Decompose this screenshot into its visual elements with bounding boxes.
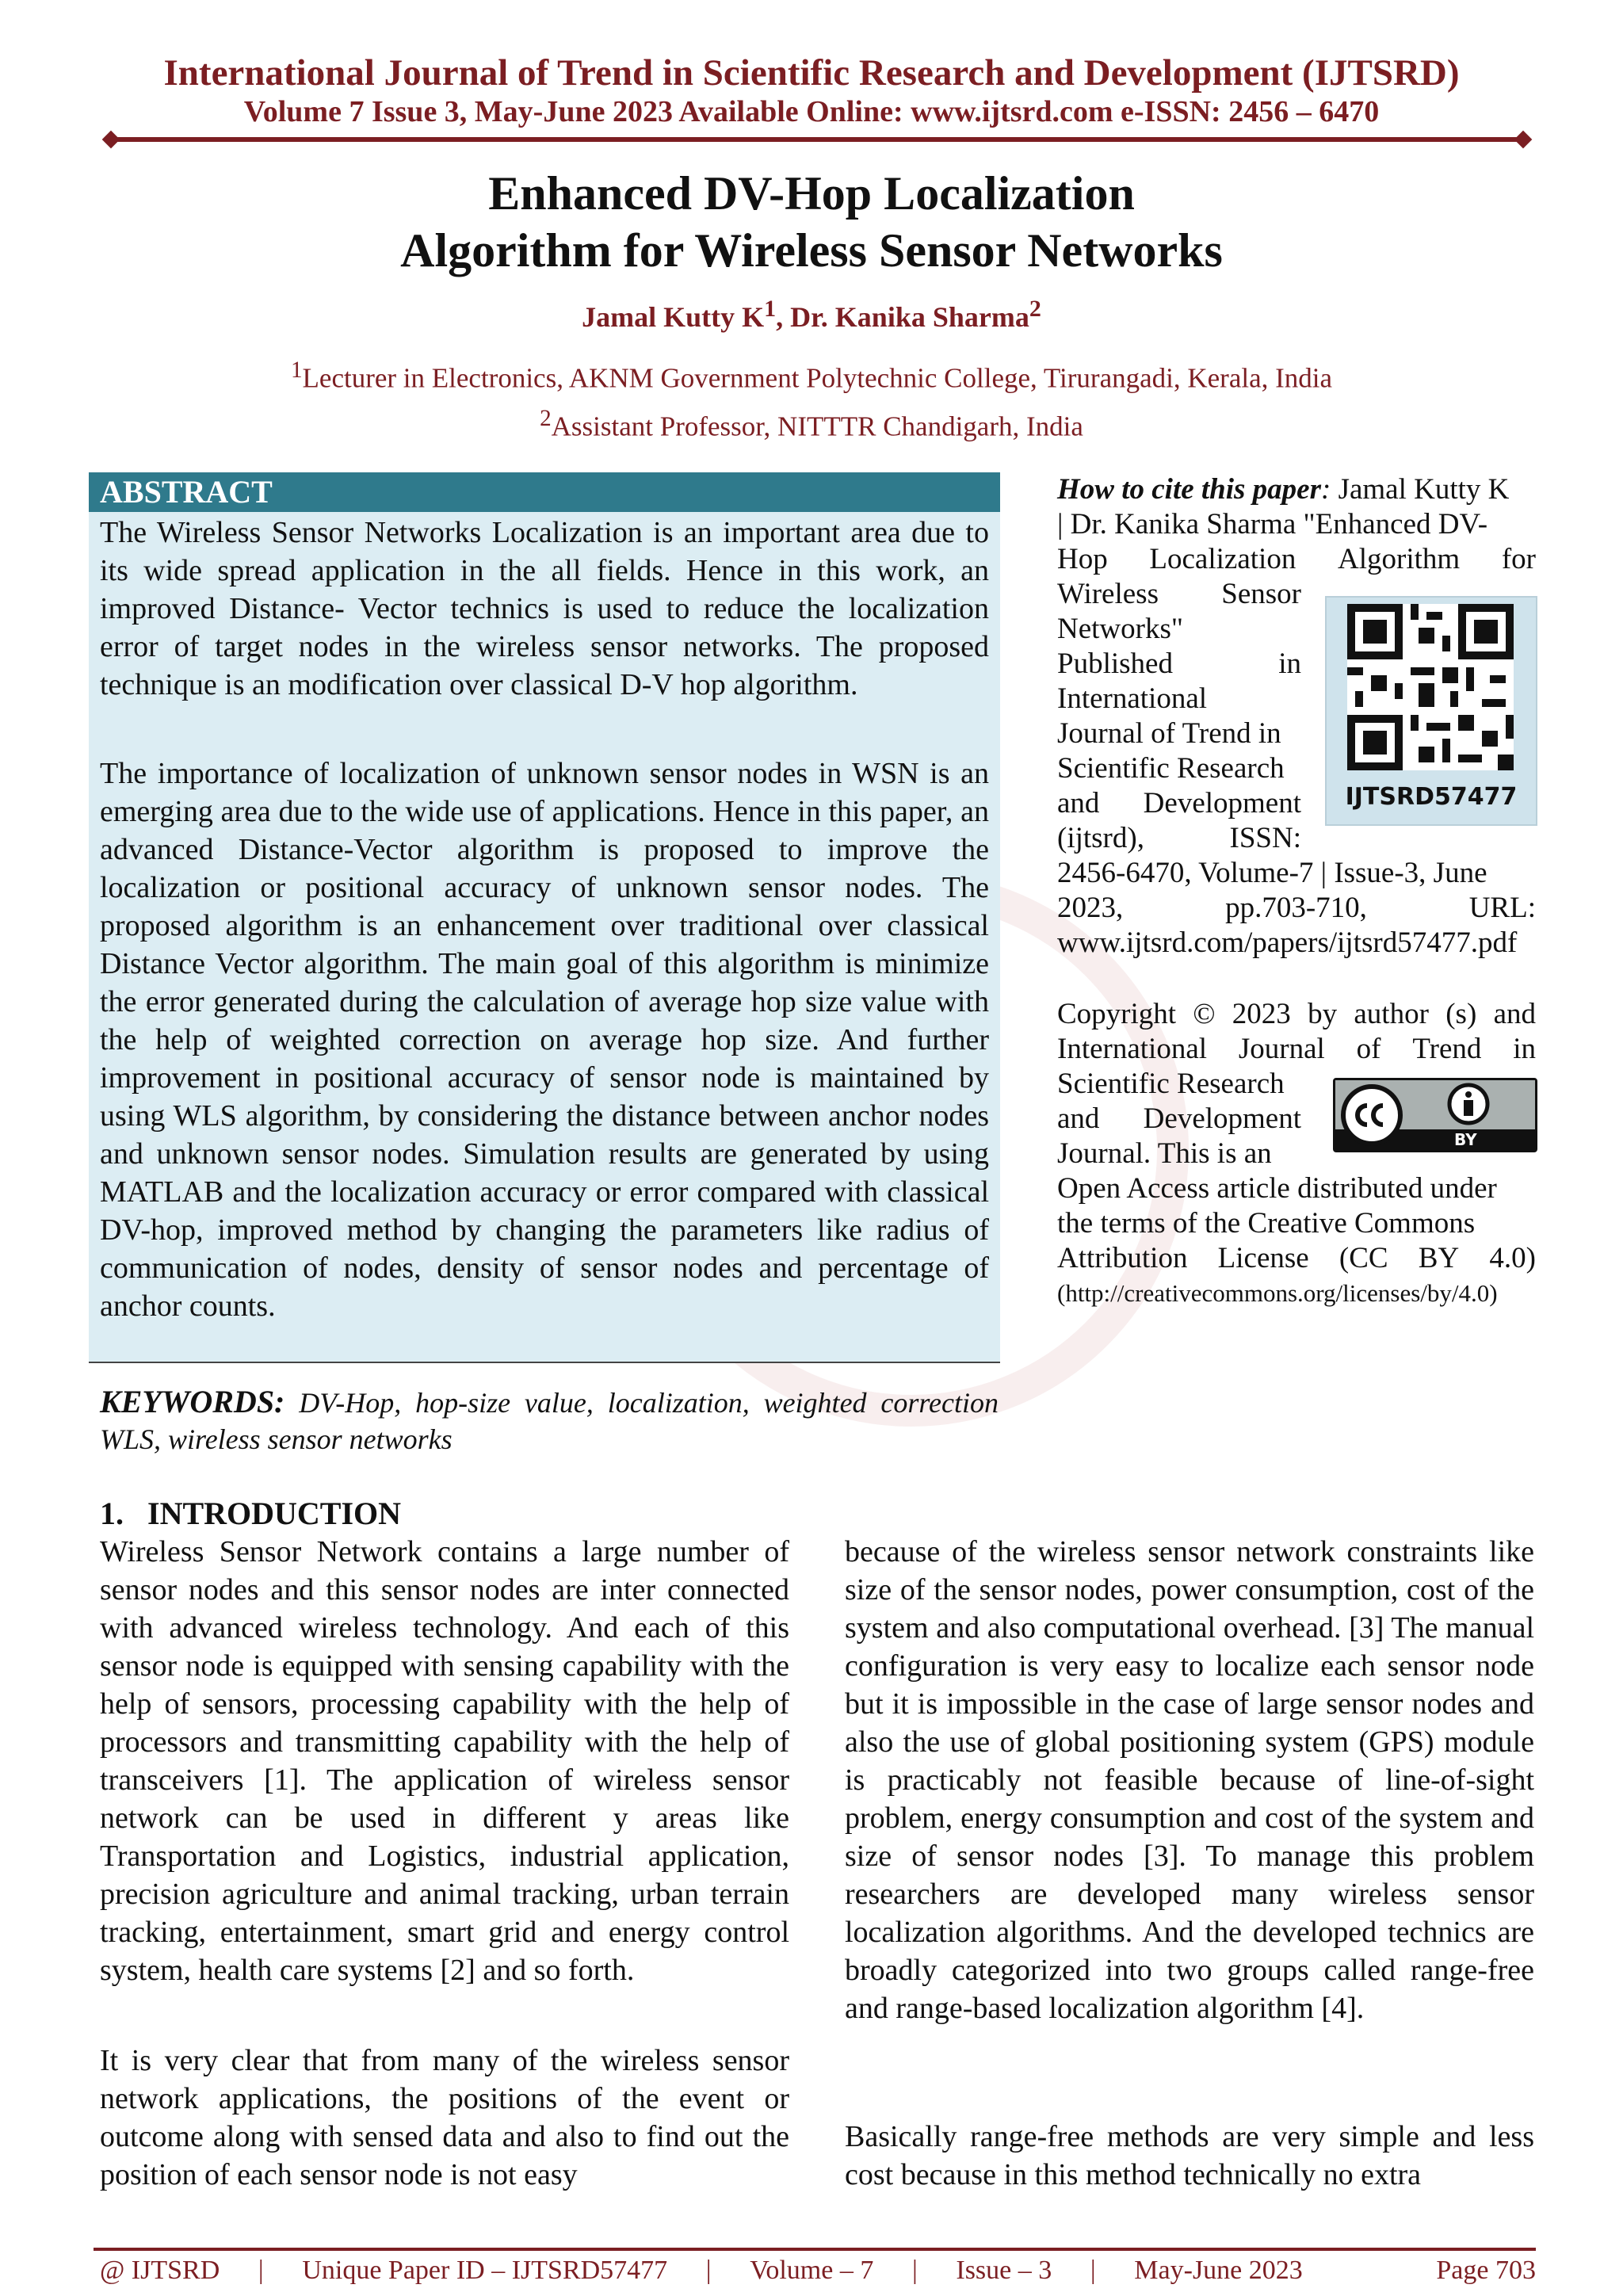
- affiliation-1-sup: 1: [290, 357, 303, 383]
- footer-separator: |: [705, 2256, 712, 2285]
- copyright-word: of: [1356, 1033, 1381, 1065]
- intro-paragraph-3: because of the wireless sensor network constraints like size of the sensor nodes, power consumption, cost of the system and also computational overhead. [3] The manual configuration is very easy to localize each sensor node but it is impossible in the case of large sensor nodes and also the use of global positioning system (GPS) module is practicably not feasible because of line-of-sight problem, energy consumption and cost of the system and size of sensor nodes [3]. To manage this problem researchers are developed many wireless sensor localization algorithms. And the developed technics are broadly categorized into two groups called range-free and range-based localization algorithm [4].: [845, 1535, 1534, 2025]
- rule-diamond-left: [102, 131, 120, 149]
- footer-page-number: Page 703: [1436, 2256, 1536, 2285]
- keywords-label: KEYWORDS:: [100, 1384, 285, 1419]
- copyright-block: [1057, 997, 1536, 1311]
- copyright-word: in: [1513, 1033, 1536, 1065]
- footer-separator: |: [258, 2256, 264, 2285]
- cite-word: URL:: [1468, 892, 1536, 924]
- affiliation-2-sup: 2: [540, 405, 552, 431]
- cite-line: Networks": [1057, 613, 1183, 645]
- author-list: [0, 290, 1623, 336]
- footer-volume: Volume – 7: [750, 2256, 874, 2285]
- intro-paragraph-2: It is very clear that from many of the wireless sensor network applications, the positions of the event or outcome along with sensed data and also to find out the position of each sensor node is not easy: [100, 2044, 789, 2191]
- author-separator: ,: [776, 301, 791, 333]
- abstract-paragraph-2: The importance of localization of unknown sensor nodes in WSN is an emerging area due to the wide use of applications. Hence in this paper, an advanced Distance-Vector algorithm is proposed to improve the localization or positional accuracy of unknown sensor nodes. The proposed algorithm is an enhancement over traditional over classical Distance Vector algorithm. The main goal of this algorithm is minimize the error generated during the calculation of average hop size value with the help of weighted correction on average hop size. And further improvement in positional accuracy of sensor node is maintained by using WLS algorithm, by considering the distance between anchor nodes and unknown sensor nodes. Simulation results are generated by using MATLAB and the localization accuracy or error compared with classical DV-hop, improved method by changing the parameters like radius of communication of nodes, density of sensor nodes and percentage of anchor counts.: [100, 757, 989, 1323]
- cc-by-label: BY: [1454, 1130, 1477, 1149]
- paper-title-line2: Algorithm for Wireless Sensor Networks: [400, 224, 1223, 277]
- cite-colon: :: [1321, 473, 1338, 506]
- affiliations: [0, 350, 1623, 446]
- creative-commons-icon: [1335, 1080, 1535, 1150]
- keywords: [100, 1384, 999, 1457]
- paper-title-line1: Enhanced DV-Hop Localization: [488, 167, 1135, 220]
- copyright-word: BY: [1418, 1242, 1460, 1274]
- copyright-word: (CC: [1338, 1242, 1388, 1274]
- affiliation-1-text: Lecturer in Electronics, AKNM Government Polytechnic College, Tirurangadi, Kerala, India: [302, 362, 1333, 394]
- rule-diamond-right: [1514, 131, 1533, 149]
- cite-word: Algorithm: [1338, 543, 1461, 575]
- footer-separator: |: [1090, 2256, 1096, 2285]
- section-heading-introduction: 1. INTRODUCTION: [100, 1496, 402, 1531]
- paper-title: [0, 165, 1623, 279]
- author-1-sup: 1: [764, 296, 777, 322]
- copyright-word: License: [1217, 1242, 1309, 1274]
- cite-word: ISSN:: [1229, 822, 1301, 854]
- copyright-word: 4.0): [1489, 1242, 1536, 1274]
- cite-word: pp.703-710,: [1225, 892, 1367, 924]
- footer-rule: [94, 2248, 1536, 2251]
- journal-title: International Journal of Trend in Scientific Research and Development (IJTSRD): [163, 52, 1460, 94]
- copyright-word: Journal: [1238, 1033, 1325, 1065]
- copyright-word: and: [1057, 1102, 1100, 1135]
- author-1: Jamal Kutty K: [582, 301, 765, 333]
- license-url[interactable]: (http://creativecommons.org/licenses/by/4.0): [1057, 1279, 1498, 1307]
- copyright-line: Copyright © 2023 by author (s) and: [1057, 998, 1536, 1030]
- cite-line: Scientific Research: [1057, 752, 1285, 785]
- cite-word: for: [1501, 543, 1536, 575]
- cite-word: Published: [1057, 648, 1173, 680]
- copyright-word: Development: [1143, 1102, 1301, 1135]
- cite-line: 2456-6470, Volume-7 | Issue-3, June: [1057, 857, 1487, 889]
- copyright-word: Attribution: [1057, 1242, 1188, 1274]
- affiliation-2: [0, 399, 1623, 447]
- affiliation-1: [0, 350, 1623, 399]
- cite-word: Localization: [1149, 543, 1296, 575]
- cite-word: and: [1057, 787, 1100, 819]
- cite-line: Journal of Trend in: [1057, 717, 1281, 750]
- cite-word: Sensor: [1221, 578, 1301, 610]
- qr-code-icon[interactable]: [1347, 604, 1514, 770]
- abstract-paragraph-1: The Wireless Sensor Networks Localization is an important area due to its wide spread application in the all fields. Hence in this work, an improved Distance- Vector technics is used to reduce the localization error of target nodes in the wireless sensor networks. The proposed technique is an modification over classical D-V hop algorithm.: [100, 516, 989, 701]
- footer-site: @ IJTSRD: [100, 2256, 220, 2285]
- journal-issue-line: Volume 7 Issue 3, May-June 2023 Available Online: www.ijtsrd.com e-ISSN: 2456 – 6470: [243, 95, 1380, 128]
- copyright-line: the terms of the Creative Commons: [1057, 1207, 1476, 1240]
- footer-issue: Issue – 3: [956, 2256, 1052, 2285]
- page-footer: [100, 2252, 1536, 2289]
- intro-paragraph-1: Wireless Sensor Network contains a large number of sensor nodes and this sensor nodes are inter connected with advanced wireless technology. And each of this sensor node is equipped with sensing capability with the help of sensors, processing capability with the help of processors and transmitting capability with the help of transceivers [1]. The application of wireless sensor network can be used in different y areas like Transportation and Logistics, industrial application, precision agriculture and animal tracking, urban terrain tracking, entertainment, smart grid and energy control system, health care systems [2] and so forth.: [100, 1535, 789, 1987]
- footer-separator: |: [911, 2256, 918, 2285]
- cite-line: Jamal Kutty K: [1338, 473, 1510, 506]
- footer-paper-id: Unique Paper ID – IJTSRD57477: [302, 2256, 668, 2285]
- cite-word: in: [1278, 648, 1301, 680]
- keywords-text: DV-Hop, hop-size value, localization, weighted correction WLS, wireless sensor networks: [100, 1387, 999, 1455]
- cite-word: Wireless: [1057, 578, 1159, 610]
- footer-date: May-June 2023: [1134, 2256, 1303, 2285]
- cite-word: Hop: [1057, 543, 1108, 575]
- cite-label: How to cite this paper: [1057, 473, 1321, 506]
- author-2: Dr. Kanika Sharma: [790, 301, 1029, 333]
- author-2-sup: 2: [1029, 296, 1041, 322]
- intro-paragraph-4: Basically range-free methods are very simple and less cost because in this method technically no extra: [845, 2120, 1534, 2191]
- cc-by-badge[interactable]: [1333, 1078, 1537, 1152]
- cite-word: Development: [1143, 787, 1301, 819]
- header-rule: [111, 137, 1522, 142]
- cite-line: International: [1057, 682, 1208, 715]
- copyright-line: Scientific Research: [1057, 1068, 1285, 1100]
- cite-word: 2023,: [1057, 892, 1124, 924]
- copyright-word: Trend: [1412, 1033, 1482, 1065]
- cite-word: (ijtsrd),: [1057, 822, 1144, 854]
- copyright-line: Open Access article distributed under: [1057, 1172, 1497, 1205]
- abstract-heading: ABSTRACT: [89, 472, 1000, 512]
- affiliation-2-text: Assistant Professor, NITTTR Chandigarh, India: [551, 411, 1083, 442]
- copyright-word: International: [1057, 1033, 1208, 1065]
- cite-line: | Dr. Kanika Sharma "Enhanced DV-: [1057, 508, 1488, 541]
- cite-url[interactable]: www.ijtsrd.com/papers/ijtsrd57477.pdf: [1057, 926, 1518, 959]
- copyright-line: Journal. This is an: [1057, 1137, 1272, 1170]
- qr-paper-id: IJTSRD57477: [1345, 783, 1518, 811]
